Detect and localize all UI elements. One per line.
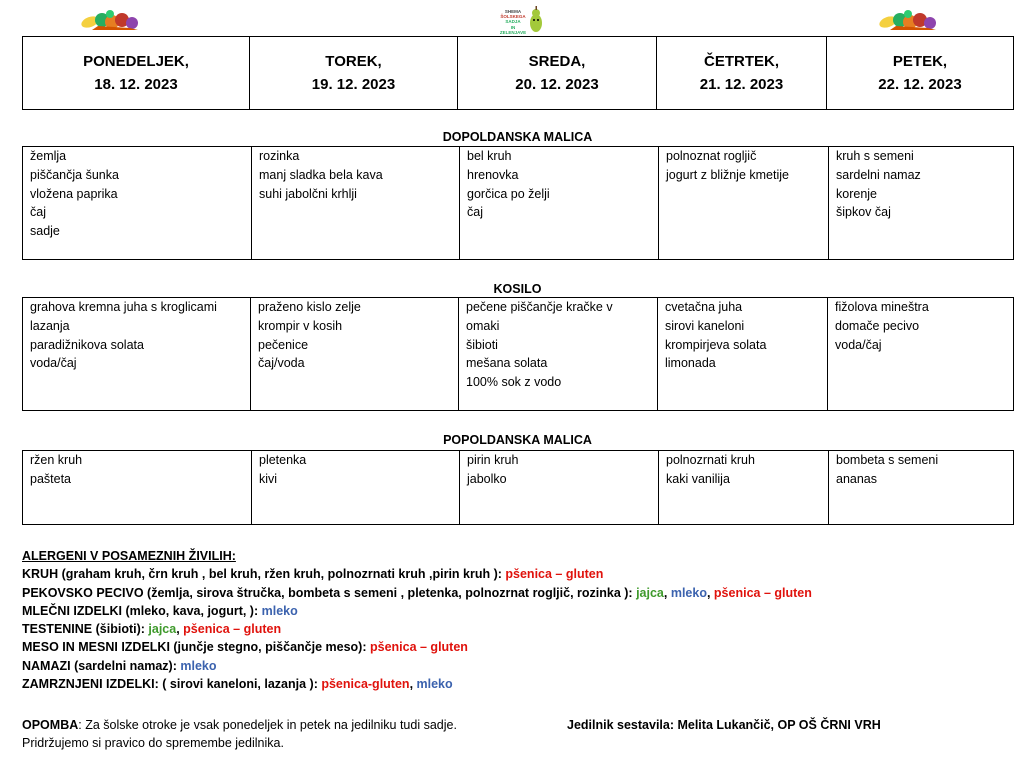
day-name: ČETRTEK, (704, 53, 779, 70)
menu-item: suhi jabolčni krhlji (259, 186, 357, 201)
morning-cell (460, 147, 659, 260)
note-line-2: Pridržujemo si pravico do spremembe jedilnika. (22, 736, 284, 750)
allergen-text: MLEČNI IZDELKI (mleko, kava, jogurt, ): (22, 603, 262, 618)
menu-item: pletenka (259, 453, 307, 467)
menu-item: krompir v kosih (258, 318, 343, 333)
menu-item: vložena paprika (30, 186, 118, 201)
day-header-tuesday (250, 37, 458, 110)
menu-item: bel kruh (467, 149, 512, 163)
afternoon-snack-title: POPOLDANSKA MALICA (443, 433, 592, 447)
morning-cell (659, 147, 829, 260)
menu-item: pašteta (30, 471, 72, 486)
allergen-lines (22, 565, 1012, 693)
allergen-blue: mleko (261, 603, 298, 618)
allergen-text: PEKOVSKO PECIVO (žemlja, sirova štručka, bombeta s semeni , pletenka, polnozrnat rogljič, rozinka ): (22, 585, 637, 600)
menu-item: sardelni namaz (836, 167, 921, 182)
allergen-green: jajca (148, 622, 177, 637)
menu-item: čaj (467, 205, 483, 220)
allergen-line (22, 657, 1012, 675)
menu-item: omaki (466, 318, 500, 333)
logo-line-4: IN ZELENJAVE (499, 25, 527, 35)
day-header-friday (827, 37, 1014, 110)
lunch-cell (658, 298, 828, 411)
menu-item: polnoznat rogljič (666, 149, 757, 163)
morning-snack-title: DOPOLDANSKA MALICA (442, 130, 593, 144)
morning-cell (829, 147, 1014, 260)
menu-item: ržen kruh (30, 453, 83, 467)
menu-author: Jedilnik sestavila: Melita Lukančič, OP OŠ ČRNI VRH (567, 718, 881, 732)
lunch-cell (459, 298, 658, 411)
allergen-text: KRUH (graham kruh, črn kruh , bel kruh, ržen kruh, polnozrnati kruh ,pirin kruh ): (22, 567, 506, 582)
allergen-line (22, 638, 1012, 656)
allergen-red: pšenica – gluten (505, 567, 604, 582)
fruit-basket-icon (878, 6, 942, 32)
menu-item: kivi (259, 471, 278, 486)
note-label: OPOMBA (22, 718, 79, 732)
menu-item: šibioti (466, 337, 498, 352)
menu-item: jogurt z bližnje kmetije (666, 167, 789, 182)
afternoon-snack-table (22, 450, 1014, 525)
allergen-blue: mleko (416, 677, 453, 692)
menu-item: sadje (30, 224, 60, 239)
allergen-line (22, 565, 1012, 583)
menu-item: gorčica po želji (467, 186, 550, 201)
menu-item: kruh s semeni (836, 149, 914, 163)
menu-item: pečenice (258, 337, 309, 352)
allergen-text: NAMAZI (sardelni namaz): (22, 658, 181, 673)
menu-item: lazanja (30, 318, 70, 333)
allergen-blue: mleko (180, 658, 217, 673)
allergens-section (22, 547, 1012, 693)
fruit-basket-icon (80, 6, 144, 32)
menu-item: mešana solata (466, 356, 548, 371)
afternoon-cell (829, 451, 1014, 525)
allergen-line (22, 602, 1012, 620)
logo-line-1: SHEMA (504, 9, 522, 14)
menu-item: pirin kruh (467, 453, 519, 467)
afternoon-cell (23, 451, 252, 525)
allergen-text: TESTENINE (šibioti): (22, 622, 149, 637)
lunch-title: KOSILO (493, 282, 542, 296)
afternoon-cell (252, 451, 460, 525)
morning-cell (23, 147, 252, 260)
day-header-thursday (657, 37, 827, 110)
day-name: TOREK, (325, 53, 382, 70)
allergen-text: , (409, 677, 417, 692)
morning-cell (252, 147, 460, 260)
menu-item: čaj (30, 205, 46, 220)
menu-item: limonada (665, 356, 716, 371)
menu-item: cvetačna juha (665, 300, 743, 314)
menu-item: jabolko (467, 471, 507, 486)
day-header-wednesday (458, 37, 657, 110)
lunch-table (22, 297, 1014, 411)
menu-item: korenje (836, 186, 877, 201)
note-text: : Za šolske otroke je vsak ponedeljek in petek na jedilniku tudi sadje. (78, 718, 457, 732)
menu-item: krompirjeva solata (665, 337, 767, 352)
menu-item: 100% sok z vodo (466, 375, 562, 390)
menu-item: ananas (836, 471, 878, 486)
note (22, 716, 457, 752)
allergen-blue: mleko (670, 585, 707, 600)
allergen-text: MESO IN MESNI IZDELKI (junčje stegno, piščančje meso): (22, 640, 370, 655)
day-date: 22. 12. 2023 (878, 76, 962, 93)
allergen-line (22, 675, 1012, 693)
afternoon-cell (460, 451, 659, 525)
menu-item: paradižnikova solata (30, 337, 144, 352)
menu-item: hrenovka (467, 167, 519, 182)
lunch-cell (23, 298, 251, 411)
allergen-text: , (706, 585, 714, 600)
days-header-table (22, 36, 1014, 110)
day-date: 18. 12. 2023 (94, 76, 178, 93)
menu-item: pečene piščančje kračke v (466, 300, 613, 314)
menu-item: šipkov čaj (836, 205, 891, 220)
logo-line-3: SADJA (505, 19, 521, 24)
afternoon-cell (659, 451, 829, 525)
allergen-text: , (176, 622, 184, 637)
allergen-red: pšenica-gluten (321, 677, 410, 692)
allergen-red: pšenica – gluten (183, 622, 282, 637)
logo-line-2: ŠOLSKEGA (500, 14, 526, 19)
allergen-text: ZAMRZNJENI IZDELKI: ( sirovi kaneloni, lazanja ): (22, 677, 322, 692)
menu-item: rozinka (259, 149, 300, 163)
menu-item: voda/čaj (30, 356, 77, 371)
allergen-text: , (663, 585, 671, 600)
day-header-monday (23, 37, 250, 110)
menu-item: fižolova mineštra (835, 300, 929, 314)
menu-item: praženo kislo zelje (258, 300, 361, 314)
allergen-line (22, 584, 1012, 602)
lunch-cell (251, 298, 459, 411)
menu-item: polnozrnati kruh (666, 453, 755, 467)
school-fruit-scheme-logo (498, 4, 546, 36)
allergen-line (22, 620, 1012, 638)
menu-item: čaj/voda (258, 356, 305, 371)
menu-item: žemlja (30, 149, 67, 163)
menu-item: kaki vanilija (666, 471, 730, 486)
menu-item: grahova kremna juha s kroglicami (30, 300, 217, 314)
lunch-cell (828, 298, 1014, 411)
menu-item: manj sladka bela kava (259, 167, 383, 182)
pear-mascot-icon (528, 6, 544, 34)
menu-item: voda/čaj (835, 337, 882, 352)
menu-item: piščančja šunka (30, 167, 119, 182)
day-date: 20. 12. 2023 (515, 76, 599, 93)
allergen-red: pšenica – gluten (713, 585, 812, 600)
menu-item: bombeta s semeni (836, 453, 939, 467)
day-name: PETEK, (892, 53, 948, 70)
menu-item: domače pecivo (835, 318, 920, 333)
allergen-red: pšenica – gluten (369, 640, 468, 655)
day-name: SREDA, (528, 53, 586, 70)
day-date: 21. 12. 2023 (699, 76, 784, 93)
day-name: PONEDELJEK, (83, 53, 189, 70)
morning-snack-table (22, 146, 1014, 260)
allergen-green: jajca (636, 585, 664, 600)
menu-item: sirovi kaneloni (665, 318, 745, 333)
allergens-heading: ALERGENI V POSAMEZNIH ŽIVILIH: (22, 549, 236, 563)
day-date: 19. 12. 2023 (311, 76, 396, 93)
